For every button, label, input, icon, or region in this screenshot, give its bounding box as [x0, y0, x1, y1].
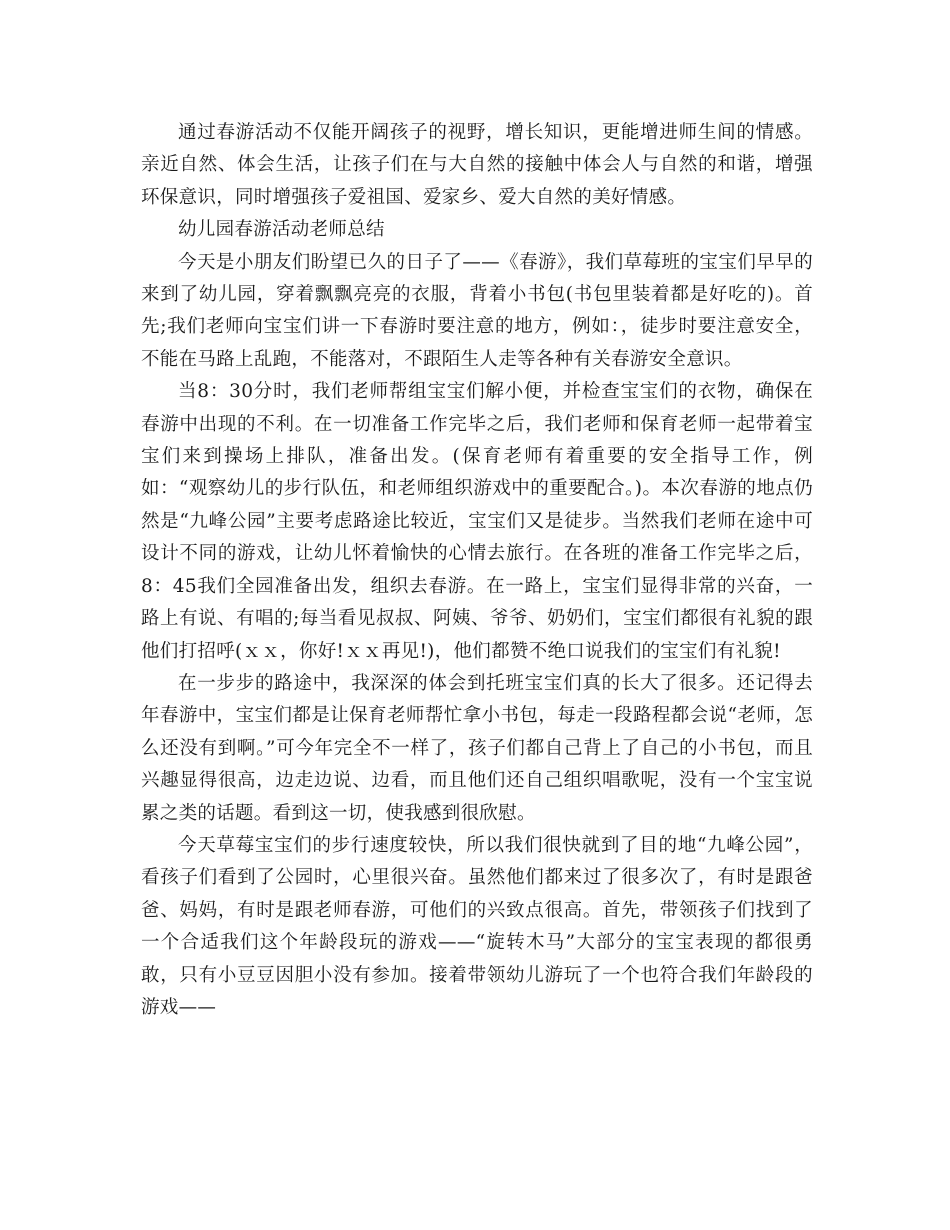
paragraph-journey: 在一步步的路途中，我深深的体会到托班宝宝们真的长大了很多。还记得去年春游中，宝宝们都是让保育老师帮忙拿小书包，每走一段路程都会说“老师，怎么还没有到啊。”可今年完全不一样了，孩子们都自己背上了自己的小书包，而且兴趣显得很高，边走边说、边看，而且他们还自己组织唱歌呢，没有一个宝宝说累之类的话题。看到这一切，使我感到很欣慰。: [141, 672, 813, 824]
paragraph-departure: 当8：30分时，我们老师帮组宝宝们解小便，并检查宝宝们的衣物，确保在春游中出现的不利。在一切准备工作完毕之后，我们老师和保育老师一起带着宝宝们来到操场上排队，准备出发。(保育老师有着重要的安全指导工作，例如：“观察幼儿的步行队伍，和老师组织游戏中的重要配合。)。本次春游的地点仍然是“九峰公园”主要考虑路途比较近，宝宝们又是徒步。当然我们老师在途中可设计不同的游戏，让幼儿怀着愉快的心情去旅行。在各班的准备工作完毕之后，8：45我们全园准备出发，组织去春游。在一路上，宝宝们显得非常的兴奋，一路上有说、有唱的;每当看见叔叔、阿姨、爷爷、奶奶们，宝宝们都很有礼貌的跟他们打招呼(ｘｘ，你好!ｘｘ再见!)，他们都赞不绝口说我们的宝宝们有礼貌!: [141, 381, 813, 662]
paragraph-intro-summary: 通过春游活动不仅能开阔孩子的视野，增长知识，更能增进师生间的情感。亲近自然、体会生活，让孩子们在与大自然的接触中体会人与自然的和谐，增强环保意识，同时增强孩子爱祖国、爱家乡、爱大自然的美好情感。: [141, 122, 813, 208]
section-heading: 幼儿园春游活动老师总结: [178, 219, 385, 241]
paragraph-park: 今天草莓宝宝们的步行速度较快，所以我们很快就到了目的地“九峰公园”，看孩子们看到了公园时，心里很兴奋。虽然他们都来过了很多次了，有时是跟爸爸、妈妈，有时是跟老师春游，可他们的兴致点很高。首先，带领孩子们找到了一个合适我们这个年龄段玩的游戏——“旋转木马”大部分的宝宝表现的都很勇敢，只有小豆豆因胆小没有参加。接着带领幼儿游玩了一个也符合我们年龄段的游戏——: [141, 834, 813, 1018]
document-body: [141, 117, 813, 1024]
paragraph-arrival: 今天是小朋友们盼望已久的日子了——《春游》，我们草莓班的宝宝们早早的来到了幼儿园，穿着飘飘亮亮的衣服，背着小书包(书包里装着都是好吃的)。首先;我们老师向宝宝们讲一下春游时要注意的地方，例如：，徒步时要注意安全，不能在马路上乱跑，不能落对，不跟陌生人走等各种有关春游安全意识。: [141, 251, 813, 370]
